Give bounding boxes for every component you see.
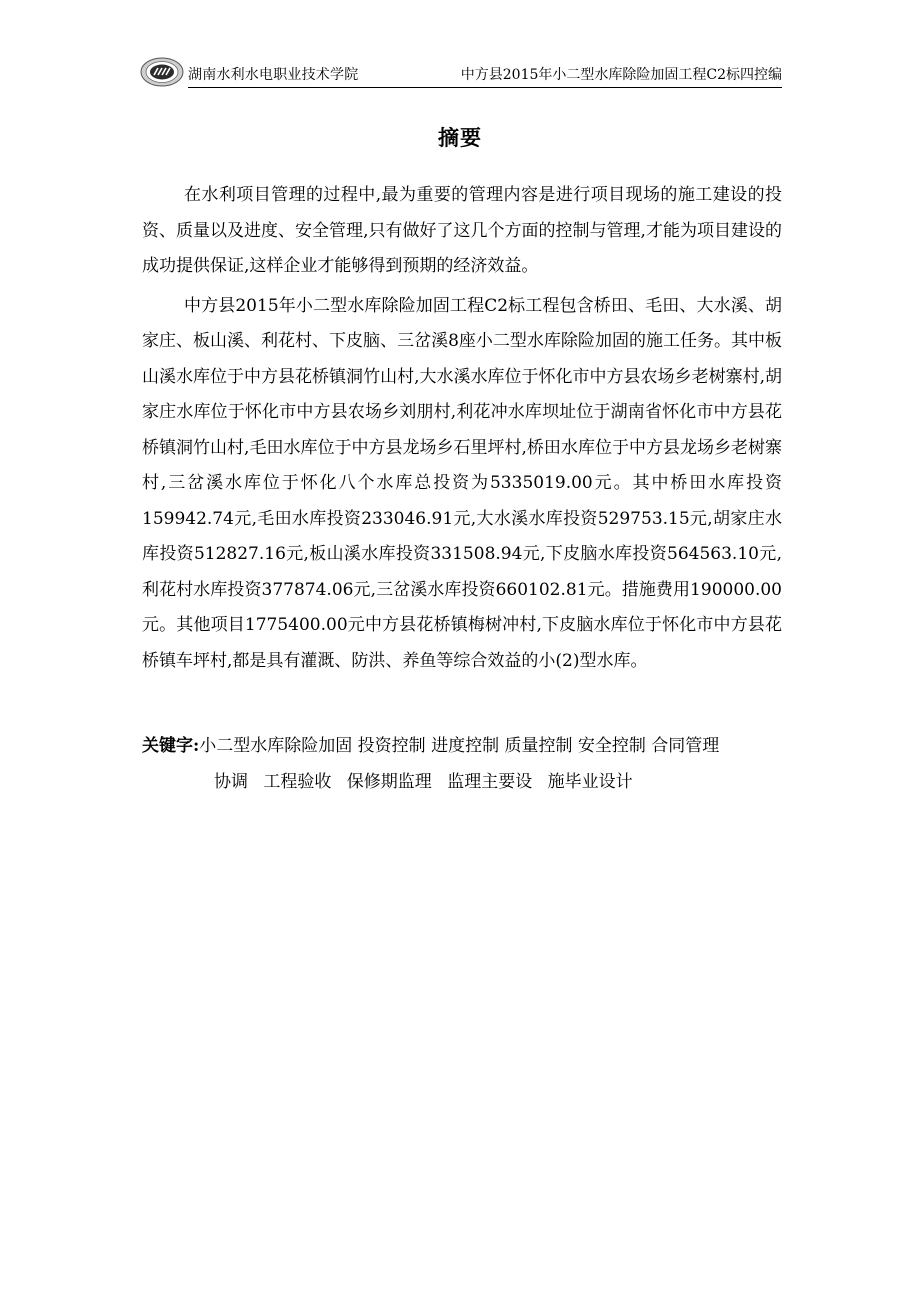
page-header (140, 56, 782, 90)
header-school-name: 湖南水利水电职业技术学院 (188, 67, 359, 83)
abstract-paragraph-1: 在水利项目管理的过程中,最为重要的管理内容是进行项目现场的施工建设的投资、质量以及进度、安全管理,只有做好了这几个方面的控制与管理,才能为项目建设的成功提供保证,这样企业才能够得到预期的经济效益。 (142, 185, 782, 276)
header-project-title: 中方县2015年小二型水库除险加固工程C2标四控编 (460, 67, 782, 83)
keywords-block (142, 728, 782, 800)
page-title: 摘要 (438, 125, 482, 150)
school-emblem-icon (140, 56, 188, 88)
keywords-line-1 (142, 728, 782, 764)
abstract-body (142, 178, 782, 679)
keywords-label: 关键字: (142, 736, 200, 756)
keywords-list-1: 小二型水库除险加固 投资控制 进度控制 质量控制 安全控制 合同管理 (199, 736, 720, 756)
keywords-list-2: 协调 工程验收 保修期监理 监理主要设 施毕业设计 (214, 772, 633, 792)
abstract-paragraph-2: 中方县2015年小二型水库除险加固工程C2标工程包含桥田、毛田、大水溪、胡家庄、板山溪、利花村、下皮脑、三岔溪8座小二型水库除险加固的施工任务。其中板山溪水库位于中方县花桥镇洞竹山村,大水溪水库位于怀化市中方县农场乡老树寨村,胡家庄水库位于怀化市中方县农场乡刘朋村,利花冲水库坝址位于湖南省怀化市中方县花桥镇洞竹山村,毛田水库位于中方县龙场乡石里坪村,桥田水库位于中方县龙场乡老树寨村,三岔溪水库位于怀化八个水库总投资为5335019.00元。其中桥田水库投资159942.74元,毛田水库投资233046.91元,大水溪水库投资529753.15元,胡家庄水库投资512827.16元,板山溪水库投资331508.94元,下皮脑水库投资564563.10元,利花村水库投资377874.06元,三岔溪水库投资660102.81元。措施费用190000.00元。其他项目1775400.00元中方县花桥镇梅树冲村,下皮脑水库位于怀化市中方县花桥镇车坪村,都是具有灌溉、防洪、养鱼等综合效益的小(2)型水库。 (142, 295, 782, 671)
header-rule (188, 87, 782, 88)
